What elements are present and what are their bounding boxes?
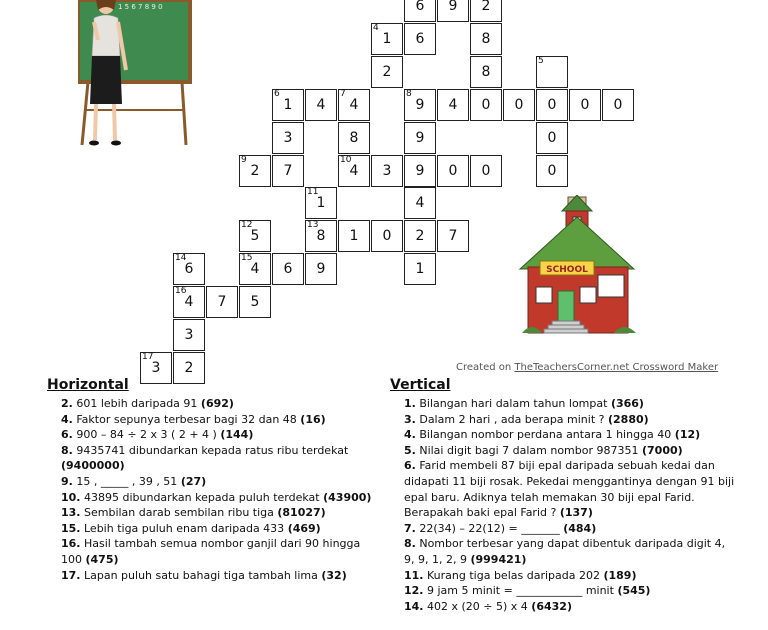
clue-item-text: 900 – 84 ÷ 2 x 3 ( 2 + 4 ) [76,428,217,442]
clue-item-answer: (692) [200,397,234,410]
clue-number: 16 [175,286,187,297]
cell-answer: 9 [448,0,458,14]
clue-item [47,568,377,584]
horizontal-clue-list [47,396,377,583]
cell-answer [537,57,567,87]
clue-number: 8 [406,88,412,99]
grid-cell[interactable] [338,89,370,121]
clue-item-number: 11. [404,568,424,582]
clue-item-number: 7. [404,521,416,535]
clue-item-answer: (12) [674,428,701,442]
clue-item-text: Sembilan darab sembilan ribu tiga [84,506,274,520]
clue-item-answer: (16) [300,412,326,426]
grid-cell[interactable] [338,220,370,252]
cell-answer: 2 [415,228,425,245]
clue-item [47,474,377,490]
grid-cell[interactable] [536,56,568,88]
grid-cell[interactable] [338,122,370,154]
clue-item [47,490,377,506]
clue-item-answer: (545) [617,584,651,598]
cell-answer: 0 [547,162,557,179]
clue-number: 17 [142,351,154,362]
clue-item-number: 13. [61,506,81,520]
clue-item-text: Bilangan nombor perdana antara 1 hingga 40 [419,428,672,442]
vertical-clue-list [390,396,735,614]
grid-cell[interactable] [272,253,304,285]
cell-answer: 6 [283,261,293,278]
clue-number: 15 [241,253,253,264]
teacher-illustration [78,0,193,150]
cell-answer: 0 [448,162,458,179]
cell-answer: 9 [415,96,425,113]
clue-item-text: 9 jam 5 minit = ____________ minit [427,584,614,598]
clue-item-number: 8. [404,537,416,551]
clue-item [47,536,377,567]
clue-item-number: 10. [61,490,81,504]
grid-cell[interactable] [536,89,568,121]
school-house-illustration [518,195,640,337]
cell-answer: 2 [481,0,491,14]
clue-item-text: 601 lebih daripada 91 [76,397,198,410]
cell-answer: 2 [382,63,392,80]
grid-cell[interactable] [404,23,436,55]
clue-item-answer: (144) [220,428,254,442]
grid-cell[interactable] [536,155,568,187]
clue-item-number: 17. [61,568,81,582]
grid-cell[interactable] [536,122,568,154]
grid-cell[interactable] [404,187,436,219]
cell-answer: 5 [250,228,260,245]
cell-answer: 9 [316,261,326,278]
clue-item-number: 3. [404,412,416,426]
cell-answer: 4 [184,294,194,311]
cell-answer: 8 [481,30,491,47]
clue-item-answer: (32) [321,568,347,582]
cell-answer: 6 [415,30,425,47]
clue-item [390,521,735,537]
grid-cell[interactable] [371,155,403,187]
clue-item-text: Bilangan hari dalam tahun lompat [419,397,608,410]
grid-cell[interactable] [404,155,436,187]
clue-number: 7 [340,88,346,99]
grid-cell[interactable] [338,155,370,187]
cell-answer: 7 [283,162,293,179]
clue-item-answer: (81027) [277,506,326,520]
cell-answer: 8 [481,63,491,80]
clue-item-text: 22(34) – 22(12) = _______ [419,521,560,535]
clue-item [390,458,735,520]
cell-answer: 7 [448,228,458,245]
grid-cell[interactable] [173,286,205,318]
grid-cell[interactable] [239,286,271,318]
grid-cell[interactable] [404,253,436,285]
clue-item [390,443,735,459]
cell-answer: 0 [481,162,491,179]
clue-item [47,443,377,474]
cell-answer: 0 [580,96,590,113]
clue-item-text: 15 , _____ , 39 , 51 [76,474,178,488]
grid-cell[interactable] [503,89,535,121]
grid-cell[interactable] [470,23,502,55]
clue-item-number: 15. [61,521,81,535]
clue-item-answer: (469) [287,521,321,535]
board-digits: 1 5 6 7 8 9 0 [118,3,163,11]
clue-item-answer: (189) [603,568,637,582]
clue-number: 6 [274,88,280,99]
grid-cell[interactable] [173,253,205,285]
grid-cell[interactable] [305,253,337,285]
cell-answer: 2 [250,162,260,179]
clue-item [390,568,735,584]
cell-answer: 0 [382,228,392,245]
horizontal-clues [47,376,377,583]
clue-item-answer: (2880) [607,412,649,426]
clue-item-number: 2. [61,397,73,410]
clue-item [390,427,735,443]
clue-item-text: 9435741 dibundarkan kepada ratus ribu terdekat [76,443,349,457]
clue-item-text: Faktor sepunya terbesar bagi 32 dan 48 [76,412,297,426]
clue-item-number: 14. [404,599,424,613]
grid-cell[interactable] [437,89,469,121]
cell-answer: 0 [613,96,623,113]
clue-item-number: 5. [404,443,416,457]
clue-item [390,583,735,599]
cell-answer: 8 [349,129,359,146]
clue-number: 11 [307,187,319,198]
clue-item [390,536,735,567]
cell-answer: 6 [184,261,194,278]
cell-answer: 2 [184,359,194,376]
grid-cell[interactable] [371,220,403,252]
clue-item-text: 402 x (20 ÷ 5) x 4 [427,599,528,613]
cell-answer: 1 [415,261,425,278]
clue-item-number: 6. [61,428,73,442]
grid-cell[interactable] [239,253,271,285]
credit-line [456,362,718,373]
grid-cell[interactable] [470,0,502,22]
clue-number: 5 [538,55,544,66]
cell-answer: 3 [151,359,161,376]
clue-item-number: 9. [61,474,73,488]
cell-answer: 6 [415,0,425,14]
cell-answer: 3 [382,162,392,179]
vertical-clues [390,376,735,614]
grid-cell[interactable] [404,122,436,154]
cell-answer: 3 [184,327,194,343]
clue-item-text: Lapan puluh satu bahagi tiga tambah lima [84,568,318,582]
cell-answer: 0 [547,129,557,146]
cell-answer: 7 [217,294,227,311]
clue-item-answer: (27) [180,474,207,488]
cell-answer: 1 [382,30,392,47]
clue-item-answer: (366) [610,397,644,410]
clue-item-text: Farid membeli 87 biji epal daripada sebuah kedai dan didapati 11 biji rosak. Pekedai menggantinya dengan 91 biji epal baru. Adiknya telah memakan 30 biji epal Farid. Berapakah baki epal Farid ? [404,459,735,520]
grid-cell[interactable] [239,220,271,252]
cell-answer: 1 [349,228,359,245]
cell-answer: 4 [250,261,260,278]
grid-cell[interactable] [272,155,304,187]
grid-cell[interactable] [305,220,337,252]
clue-item [390,599,735,615]
grid-cell[interactable] [272,122,304,154]
clue-item [47,412,377,428]
cell-answer: 3 [283,129,293,146]
clue-number: 13 [307,220,319,231]
cell-answer: 4 [316,96,326,113]
cell-answer: 0 [547,96,557,113]
vertical-heading: Vertical [390,377,451,393]
cell-answer: 1 [283,96,293,113]
clue-item-number: 4. [404,428,416,442]
cell-answer: 5 [250,294,260,311]
clue-item [47,521,377,537]
grid-cell[interactable] [404,0,436,22]
cell-answer: 4 [349,96,359,113]
clue-item-answer: (6432) [531,599,572,613]
clue-item-text: Lebih tiga puluh enam daripada 433 [84,521,285,535]
clue-item [47,396,377,412]
grid-cell[interactable] [404,89,436,121]
clue-item-text: 43895 dibundarkan kepada puluh terdekat [84,490,320,504]
horizontal-heading: Horizontal [47,377,129,393]
clue-item-answer: (43900) [323,490,372,504]
grid-cell[interactable] [371,23,403,55]
clue-item-text: Nilai digit bagi 7 dalam nombor 987351 [419,443,639,457]
grid-cell[interactable] [437,155,469,187]
clue-item-number: 8. [61,443,73,457]
clue-item [47,427,377,443]
clue-item-number: 4. [61,412,73,426]
grid-cell[interactable] [239,155,271,187]
cell-answer: 0 [514,96,524,113]
clue-item-answer: (999421) [470,552,527,566]
clue-number: 4 [373,22,379,33]
cell-answer: 4 [349,162,359,179]
clue-number: 12 [241,220,253,231]
credit-link[interactable]: TheTeachersCorner.net Crossword Maker [514,362,719,373]
clue-item-number: 12. [404,584,424,598]
grid-cell[interactable] [470,89,502,121]
credit-prefix: Created on [456,362,515,373]
grid-cell[interactable] [206,286,238,318]
grid-cell[interactable] [371,56,403,88]
cell-answer: 9 [415,162,425,179]
clue-item [47,505,377,521]
clue-item-number: 6. [404,459,416,473]
grid-cell[interactable] [437,220,469,252]
clue-item [390,412,735,428]
grid-cell[interactable] [173,319,205,351]
grid-cell[interactable] [404,220,436,252]
clue-number: 9 [241,154,247,165]
cell-answer: 0 [481,96,491,113]
clue-item-answer: (484) [563,521,597,535]
clue-item-text: Hasil tambah semua nombor ganjil dari 90 hingga 100 [61,537,361,566]
cell-answer: 1 [316,195,326,212]
clue-item-answer: (7000) [642,443,683,457]
cell-answer: 9 [415,129,425,146]
clue-item-text: Nombor terbesar yang dapat dibentuk daripada digit 4, 9, 9, 1, 2, 9 [404,537,726,566]
cell-answer: 4 [415,195,425,212]
cell-answer: 4 [448,96,458,113]
grid-cell[interactable] [470,56,502,88]
clue-item-number: 16. [61,537,81,551]
clue-item-answer: (475) [85,552,119,566]
clue-item-number: 1. [404,397,416,410]
school-sign-text: SCHOOL [546,265,588,275]
grid-cell[interactable] [272,89,304,121]
clue-item-text: Kurang tiga belas daripada 202 [427,568,600,582]
grid-cell[interactable] [602,89,634,121]
clue-item-text: Dalam 2 hari , ada berapa minit ? [419,412,605,426]
clue-number: 10 [340,154,352,165]
grid-cell[interactable] [305,89,337,121]
grid-cell[interactable] [470,155,502,187]
clue-number: 14 [175,253,187,264]
clue-item-answer: (137) [559,506,593,520]
grid-cell[interactable] [305,187,337,219]
clue-item [390,396,735,412]
clue-item-answer: (9400000) [61,459,125,473]
cell-answer: 8 [316,228,326,245]
grid-cell[interactable] [437,0,469,22]
grid-cell[interactable] [569,89,601,121]
